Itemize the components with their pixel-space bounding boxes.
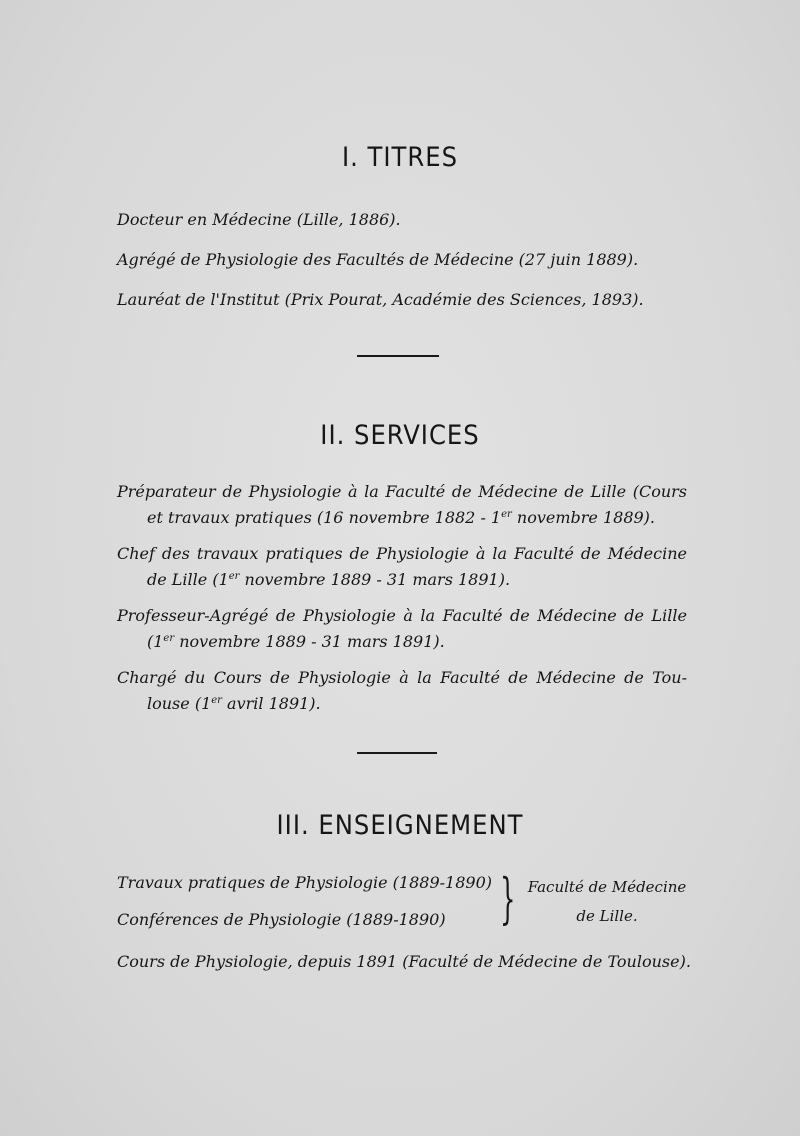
section-heading-services: II. SERVICES <box>320 420 480 451</box>
titre-item: Agrégé de Physiologie des Facultés de Médecine (27 juin 1889). <box>117 250 639 269</box>
titre-item: Docteur en Médecine (Lille, 1886). <box>117 210 401 229</box>
section-heading-titres: I. TITRES <box>341 142 459 173</box>
service-item <box>117 541 687 593</box>
enseignement-item: Travaux pratiques de Physiologie (1889-1890) <box>117 873 492 892</box>
service-item-line2: louse (1er avril 1891). <box>147 694 321 713</box>
section-heading-enseignement: III. ENSEIGNEMENT <box>276 810 524 841</box>
faculty-label-line2: de Lille. <box>576 907 638 925</box>
service-item-line2: et travaux pratiques (16 novembre 1882 - 1er novembre 1889). <box>147 508 656 527</box>
service-item-line2: de Lille (1er novembre 1889 - 31 mars 1891). <box>147 570 511 589</box>
section-divider <box>357 355 439 357</box>
service-item-line1: Professeur-Agrégé de Physiologie à la Faculté de Médecine de Lille <box>117 606 687 625</box>
service-item-line2: (1er novembre 1889 - 31 mars 1891). <box>147 632 445 651</box>
service-item <box>117 479 687 531</box>
service-item-line1: Chargé du Cours de Physiologie à la Faculté de Médecine de Tou- <box>117 668 687 687</box>
enseignement-item: Cours de Physiologie, depuis 1891 (Faculté de Médecine de Toulouse). <box>117 952 691 971</box>
faculty-label-line1: Faculté de Médecine <box>527 878 687 896</box>
titre-item: Lauréat de l'Institut (Prix Pourat, Académie des Sciences, 1893). <box>117 290 644 309</box>
curly-brace: } <box>500 867 516 930</box>
service-item <box>117 603 687 655</box>
section-divider <box>357 752 437 754</box>
service-item <box>117 665 687 717</box>
enseignement-item: Conférences de Physiologie (1889-1890) <box>117 910 446 929</box>
service-item-line1: Chef des travaux pratiques de Physiologie à la Faculté de Médecine <box>117 544 687 563</box>
service-item-line1: Préparateur de Physiologie à la Faculté de Médecine de Lille (Cours <box>117 482 687 501</box>
